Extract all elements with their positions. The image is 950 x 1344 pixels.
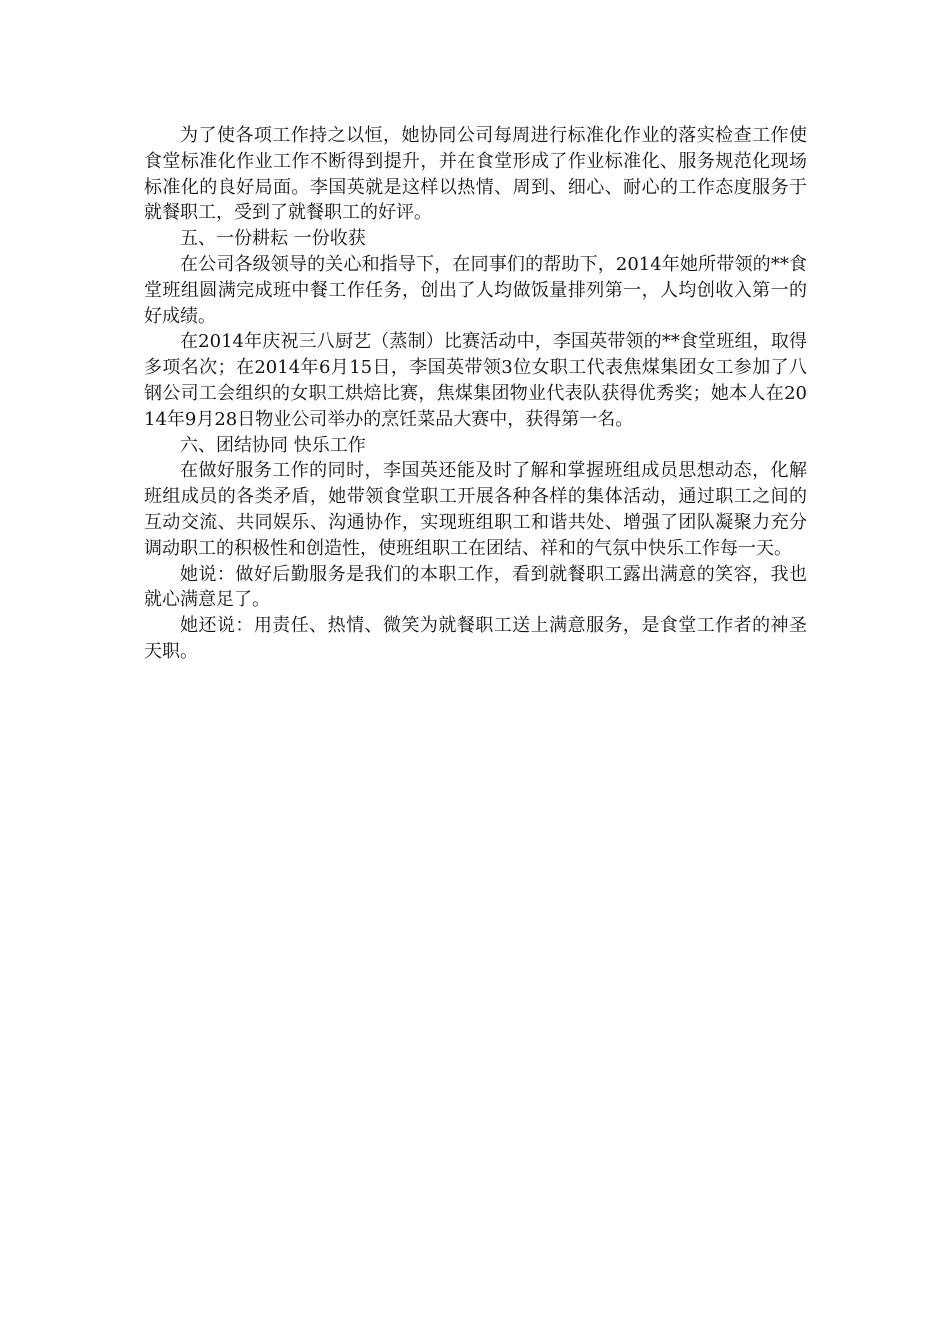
section-heading-harvest: 五、一份耕耘 一份收获 — [180, 228, 366, 250]
paragraph-quote-two: 她还说：用责任、热情、微笑为就餐职工送上满意服务，是食堂工作者的神圣天职。 — [144, 615, 807, 662]
document-body — [144, 123, 807, 665]
paragraph-standardization: 为了使各项工作持之以恒，她协同公司每周进行标准化作业的落实检查工作使食堂标准化作业工作不断得到提升，并在食堂形成了作业标准化、服务规范化现场标准化的良好局面。李国英就是这样以热情、周到、细心、耐心的工作态度服务于就餐职工，受到了就餐职工的好评。 — [144, 125, 807, 224]
section-heading-teamwork: 六、团结协同 快乐工作 — [180, 434, 366, 456]
paragraph-achievements: 在公司各级领导的关心和指导下，在同事们的帮助下，2014年她所带领的**食堂班组圆满完成班中餐工作任务，创出了人均做饭量排列第一，人均创收入第一的好成绩。 — [144, 253, 807, 327]
paragraph-competitions: 在2014年庆祝三八厨艺（蒸制）比赛活动中，李国英带领的**食堂班组，取得多项名次；在2014年6月15日，李国英带领3位女职工代表焦煤集团女工参加了八钢公司工会组织的女职工烘焙比赛，焦煤集团物业代表队获得优秀奖；她本人在2014年9月28日物业公司举办的烹饪菜品大赛中，获得第一名。 — [144, 331, 807, 430]
paragraph-quote-one: 她说：做好后勤服务是我们的本职工作，看到就餐职工露出满意的笑容，我也就心满意足了。 — [144, 563, 807, 611]
paragraph-team-activities: 在做好服务工作的同时，李国英还能及时了解和掌握班组成员思想动态，化解班组成员的各类矛盾，她带领食堂职工开展各种各样的集体活动，通过职工之间的互动交流、共同娱乐、沟通协作，实现班组职工和谐共处、增强了团队凝聚力充分调动职工的积极性和创造性，使班组职工在团结、祥和的气氛中快乐工作每一天。 — [144, 460, 807, 559]
